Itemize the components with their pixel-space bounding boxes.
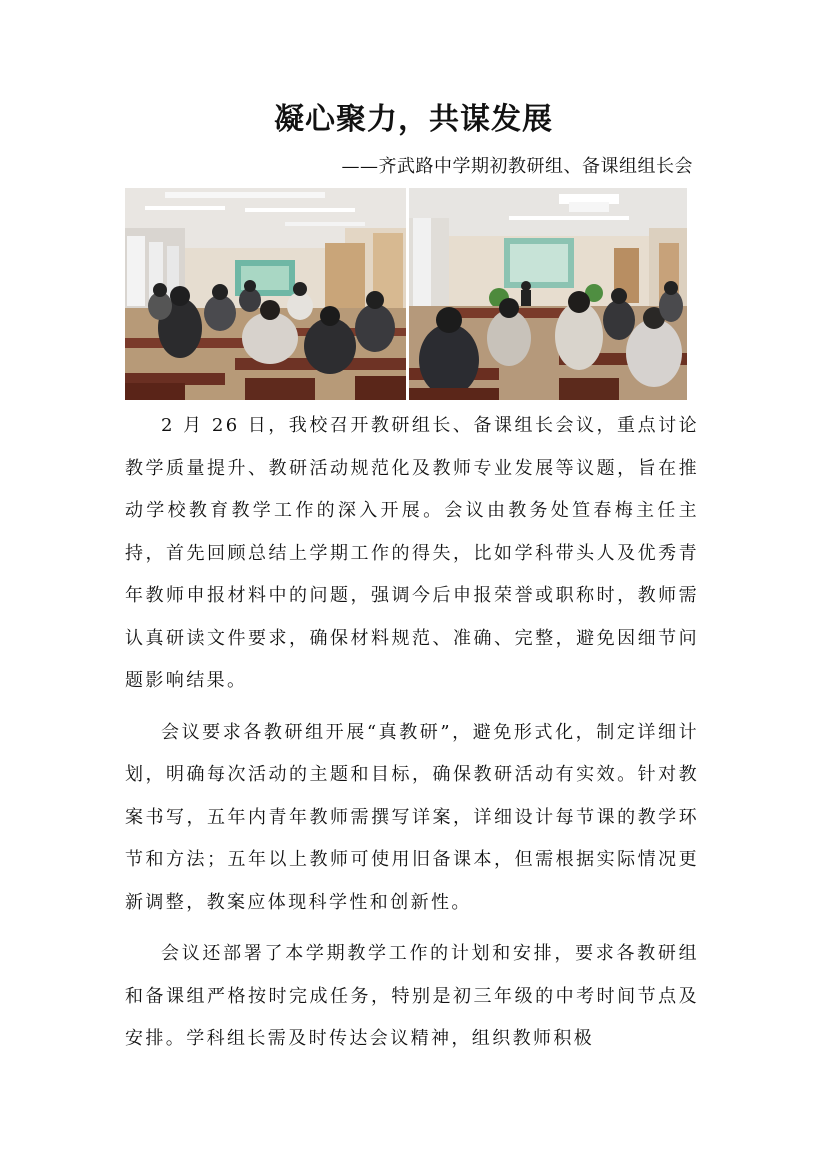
paragraph-3: 会议还部署了本学期教学工作的计划和安排，要求各教研组和备课组严格按时完成任务，特别是初三年级的中考时间节点及安排。学科组长需及时传达会议精神，组织教师积极: [125, 943, 699, 1049]
photo-row: [125, 188, 687, 400]
paragraph-1: 2 月 26 日，我校召开教研组长、备课组长会议，重点讨论教学质量提升、教研活动规范化及教师专业发展等议题，旨在推动学校教育教学工作的深入开展。会议由教务处笪春梅主任主持，首先回顾总结上学期工作的得失，比如学科带头人及优秀青年教师申报材料中的问题，强调今后申报荣誉或职称时，教师需认真研读文件要求，确保材料规范、准确、完整，避免因细节问题影响结果。: [125, 415, 699, 691]
paragraph-2: 会议要求各教研组开展“真教研”，避免形式化，制定详细计划，明确每次活动的主题和目标，确保教研活动有实效。针对教案书写，五年内青年教师需撰写详案，详细设计每节课的教学环节和方法；五年以上教师可使用旧备课本，但需根据实际情况更新调整，教案应体现科学性和创新性。: [125, 721, 699, 913]
article-body: [125, 405, 699, 1070]
meeting-photo-left: [125, 188, 406, 400]
page-subtitle: ——齐武路中学期初教研组、备课组组长会: [341, 156, 693, 177]
meeting-photo-right: [409, 188, 687, 400]
page-title: 凝心聚力，共谋发展: [274, 102, 553, 137]
